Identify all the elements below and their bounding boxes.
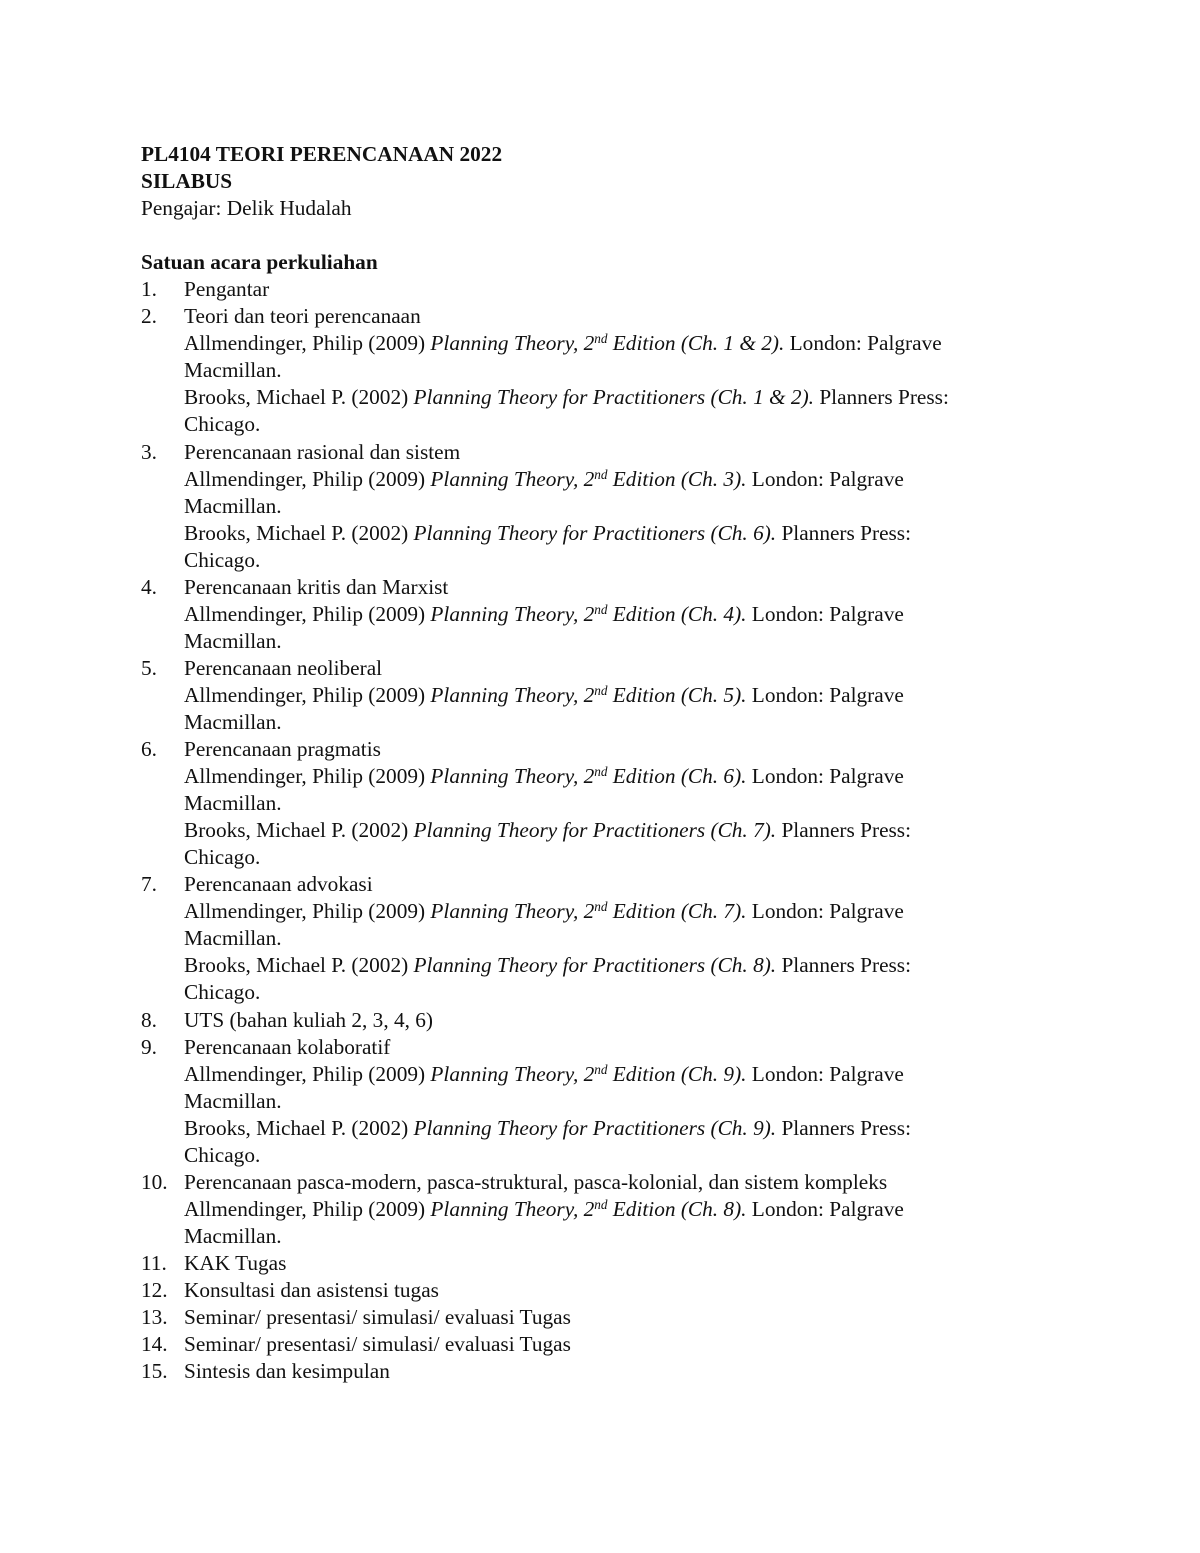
item-number: 1. [141, 277, 157, 302]
item-body [184, 1304, 1061, 1331]
list-item [141, 574, 1061, 655]
reference-title: Planning Theory for Practitioners (Ch. 7). [413, 818, 777, 843]
reference-allmendinger [184, 601, 1061, 655]
reference-title: Planning Theory, 2nd Edition (Ch. 1 & 2). [430, 331, 785, 356]
reference-author: Allmendinger, Philip (2009) [184, 1196, 431, 1221]
reference-allmendinger [184, 1061, 1061, 1115]
item-body [184, 1358, 1061, 1385]
superscript: nd [594, 1196, 608, 1212]
item-number: 13. [141, 1305, 168, 1330]
item-number: 10. [141, 1169, 168, 1194]
item-title: UTS (bahan kuliah 2, 3, 4, 6) [184, 1007, 434, 1032]
item-number: 11. [141, 1250, 167, 1275]
reference-allmendinger [184, 1196, 1061, 1250]
reference-allmendinger [184, 898, 1061, 952]
reference-publisher-wrap: Chicago. [184, 547, 261, 572]
reference-line [184, 466, 1061, 493]
list-item [141, 276, 1061, 303]
reference-line [184, 682, 1061, 709]
list-item [141, 1358, 1061, 1385]
list-item [141, 736, 1061, 871]
reference-publisher: London: Palgrave [746, 601, 904, 626]
reference-line [184, 1196, 1061, 1223]
reference-title: Planning Theory for Practitioners (Ch. 8). [413, 953, 777, 978]
reference-author: Allmendinger, Philip (2009) [184, 466, 431, 491]
reference-title: Planning Theory, 2nd Edition (Ch. 8). [430, 1196, 747, 1221]
superscript: nd [594, 601, 608, 617]
list-item [141, 439, 1061, 574]
reference-publisher: London: Palgrave [746, 1061, 904, 1086]
reference-line [184, 817, 1061, 844]
reference-title: Planning Theory, 2nd Edition (Ch. 4). [430, 601, 747, 626]
item-title: KAK Tugas [184, 1250, 287, 1275]
lecturer-line: Pengajar: Delik Hudalah [141, 196, 352, 221]
item-title: Pengantar [184, 277, 270, 302]
reference-brooks [184, 817, 1061, 871]
list-item [141, 1250, 1061, 1277]
list-item [141, 871, 1061, 1006]
reference-brooks [184, 952, 1061, 1006]
reference-title: Planning Theory, 2nd Edition (Ch. 7). [430, 899, 747, 924]
reference-publisher-wrap: Macmillan. [184, 1223, 282, 1248]
item-title: Perencanaan neoliberal [184, 655, 383, 680]
item-number: 8. [141, 1007, 157, 1032]
item-number: 4. [141, 574, 157, 599]
reference-publisher: Planners Press: [776, 953, 912, 978]
reference-publisher: Planners Press: [776, 818, 912, 843]
item-number: 12. [141, 1277, 168, 1302]
reference-allmendinger [184, 466, 1061, 520]
reference-publisher-wrap: Chicago. [184, 845, 261, 870]
reference-allmendinger [184, 682, 1061, 736]
item-title: Seminar/ presentasi/ simulasi/ evaluasi Tugas [184, 1332, 571, 1357]
item-body [184, 655, 1061, 736]
reference-publisher: London: Palgrave [746, 466, 904, 491]
reference-publisher-wrap: Macmillan. [184, 628, 282, 653]
reference-title: Planning Theory, 2nd Edition (Ch. 6). [430, 763, 747, 789]
item-number: 15. [141, 1359, 168, 1384]
superscript: nd [594, 466, 608, 482]
item-number: 3. [141, 439, 157, 464]
item-body [184, 574, 1061, 655]
reference-line [184, 601, 1061, 628]
item-body [184, 1169, 1061, 1250]
reference-publisher: London: Palgrave [746, 899, 904, 924]
reference-line [184, 952, 1061, 979]
list-item [141, 1304, 1061, 1331]
reference-title: Planning Theory for Practitioners (Ch. 9). [413, 1115, 777, 1140]
document-body [141, 141, 1061, 1385]
reference-author: Allmendinger, Philip (2009) [184, 601, 431, 626]
reference-publisher-wrap: Chicago. [184, 1142, 261, 1167]
superscript: nd [594, 1061, 608, 1077]
item-body [184, 871, 1061, 1006]
item-body [184, 276, 1061, 303]
reference-publisher-wrap: Macmillan. [184, 493, 282, 518]
item-body [184, 1250, 1061, 1277]
superscript: nd [594, 682, 608, 698]
reference-brooks [184, 384, 1061, 438]
item-title: Konsultasi dan asistensi tugas [184, 1277, 439, 1302]
reference-line [184, 520, 1061, 547]
item-body [184, 1331, 1061, 1358]
reference-publisher-wrap: Macmillan. [184, 791, 282, 816]
reference-author: Allmendinger, Philip (2009) [184, 682, 431, 707]
list-item [141, 1034, 1061, 1169]
reference-author: Allmendinger, Philip (2009) [184, 331, 431, 356]
reference-publisher: London: Palgrave [746, 682, 904, 707]
item-number: 14. [141, 1332, 168, 1357]
reference-publisher: Planners Press: [776, 1115, 912, 1140]
item-title: Perencanaan rasional dan sistem [184, 439, 461, 464]
reference-publisher: London: Palgrave [746, 1196, 904, 1221]
reference-title: Planning Theory, 2nd Edition (Ch. 9). [430, 1061, 747, 1086]
reference-publisher-wrap: Chicago. [184, 412, 261, 437]
reference-publisher-wrap: Chicago. [184, 980, 261, 1005]
item-title: Seminar/ presentasi/ simulasi/ evaluasi Tugas [184, 1305, 571, 1330]
document-subtitle: SILABUS [141, 169, 233, 194]
reference-publisher-wrap: Macmillan. [184, 709, 282, 734]
list-item [141, 655, 1061, 736]
item-number: 7. [141, 872, 157, 897]
item-body [184, 1007, 1061, 1034]
reference-brooks [184, 1115, 1061, 1169]
superscript: nd [594, 331, 608, 347]
reference-author: Brooks, Michael P. (2002) [184, 1115, 414, 1140]
reference-author: Brooks, Michael P. (2002) [184, 953, 414, 978]
item-title: Perencanaan kritis dan Marxist [184, 574, 449, 599]
reference-publisher-wrap: Macmillan. [184, 926, 282, 951]
reference-title: Planning Theory for Practitioners (Ch. 1 & 2). [413, 385, 814, 410]
item-title: Perencanaan advokasi [184, 872, 373, 897]
reference-publisher: London: Palgrave [784, 331, 942, 356]
item-title: Teori dan teori perencanaan [184, 304, 421, 329]
section-heading: Satuan acara perkuliahan [141, 250, 378, 275]
reference-author: Brooks, Michael P. (2002) [184, 385, 414, 410]
reference-title: Planning Theory for Practitioners (Ch. 6). [413, 520, 777, 545]
item-body [184, 1277, 1061, 1304]
item-body [184, 736, 1061, 871]
lecture-list [141, 276, 1061, 1385]
list-item [141, 303, 1061, 438]
reference-publisher: Planners Press: [776, 520, 912, 545]
reference-allmendinger [184, 763, 1061, 817]
list-item [141, 1277, 1061, 1304]
item-body [184, 439, 1061, 574]
reference-author: Allmendinger, Philip (2009) [184, 1061, 431, 1086]
reference-author: Allmendinger, Philip (2009) [184, 899, 431, 924]
item-title: Perencanaan pragmatis [184, 737, 381, 762]
item-number: 9. [141, 1034, 157, 1059]
superscript: nd [594, 763, 608, 779]
reference-line [184, 330, 1061, 357]
item-number: 5. [141, 655, 157, 680]
reference-publisher-wrap: Macmillan. [184, 1088, 282, 1113]
superscript: nd [594, 899, 608, 915]
reference-author: Brooks, Michael P. (2002) [184, 818, 414, 843]
reference-title: Planning Theory, 2nd Edition (Ch. 5). [430, 682, 747, 707]
item-title: Perencanaan pasca-modern, pasca-struktural, pasca-kolonial, dan sistem kompleks [184, 1169, 888, 1194]
item-body [184, 1034, 1061, 1169]
reference-allmendinger [184, 330, 1061, 384]
list-item [141, 1007, 1061, 1034]
reference-publisher: London: Palgrave [746, 764, 904, 789]
list-item [141, 1331, 1061, 1358]
spacer [141, 222, 1061, 249]
item-title: Perencanaan kolaboratif [184, 1034, 391, 1059]
course-title: PL4104 TEORI PERENCANAAN 2022 [141, 142, 503, 166]
reference-line [184, 1061, 1061, 1088]
list-item [141, 1169, 1061, 1250]
reference-author: Allmendinger, Philip (2009) [184, 764, 431, 789]
reference-line [184, 898, 1061, 925]
reference-line [184, 763, 1061, 790]
reference-line [184, 1115, 1061, 1142]
reference-brooks [184, 520, 1061, 574]
reference-author: Brooks, Michael P. (2002) [184, 520, 414, 545]
item-number: 2. [141, 304, 157, 329]
reference-publisher-wrap: Macmillan. [184, 358, 282, 383]
item-number: 6. [141, 737, 157, 762]
reference-publisher: Planners Press: [814, 385, 949, 410]
reference-line [184, 384, 1061, 411]
reference-title: Planning Theory, 2nd Edition (Ch. 3). [430, 466, 747, 491]
item-body [184, 303, 1061, 438]
item-title: Sintesis dan kesimpulan [184, 1359, 390, 1384]
